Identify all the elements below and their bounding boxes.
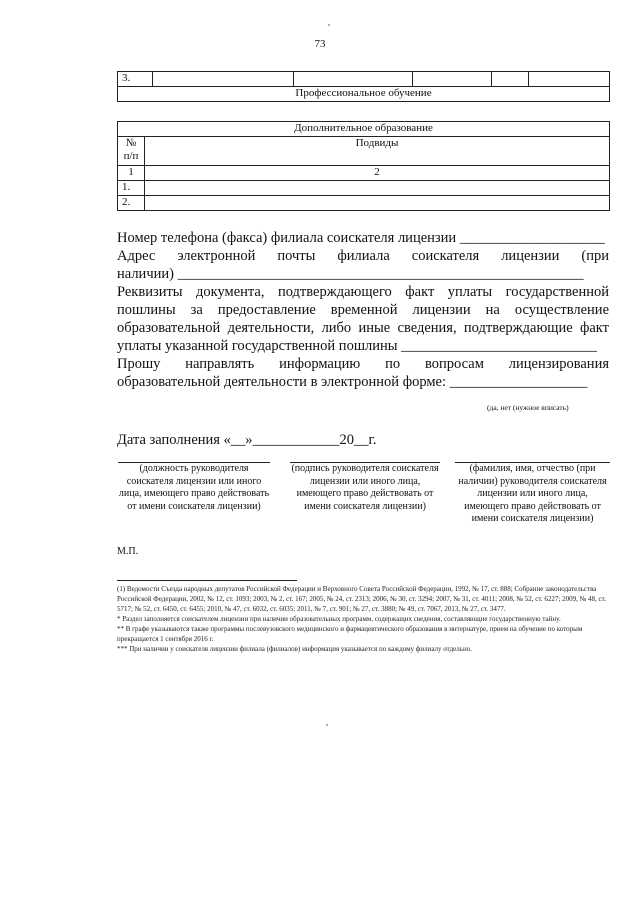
page-number: 73 (314, 38, 326, 50)
email-line: Адрес электронной почты филиала соискателя лицензии (при (117, 248, 609, 264)
column-header-subtypes: Подвиды (145, 137, 610, 166)
row-number: 3. (118, 72, 153, 87)
column-index: 1 (118, 166, 145, 181)
footnotes (117, 584, 610, 654)
phone-line: Номер телефона (факса) филиала соискателя лицензии ____________________ (117, 230, 605, 246)
table-cell (294, 72, 413, 87)
footnote-divider (117, 580, 297, 581)
professional-training-table (117, 71, 610, 102)
request-line: Прошу направлять информацию по вопросам лицензирования (117, 356, 609, 372)
table-row (118, 72, 610, 87)
signature-caption: (подпись руководителя соискателя лицензии или иного лица, имеющего право действовать от имени соискателя лицензии) (291, 463, 439, 512)
table-cell (529, 72, 610, 87)
signature-block-sign (290, 462, 440, 513)
yes-no-hint: (да, нет (нужное вписать) (487, 403, 569, 412)
table-cell (413, 72, 492, 87)
table-row (118, 122, 610, 137)
email-line-continued: наличии) ________________________________________________________ (117, 266, 584, 282)
signature-caption: (фамилия, имя, отчество (при наличии) руководителя соискателя лицензии или иного лица, имеющего право действовать от имени соискателя лицензии) (458, 463, 607, 524)
footnote: *** При наличии у соискателя лицензии филиала (филиалов) информация указывается по каждому филиалу отдельно. (117, 645, 472, 653)
request-line-continued: образовательной деятельности в электронной форме: ___________________ (117, 374, 588, 390)
table-row (118, 166, 610, 181)
footnote: * Раздел заполняется соискателем лицензии при наличии образовательных программ, содержащих сведения, составляющие государственную тайну. (117, 615, 561, 623)
signature-caption: (должность руководителя соискателя лицензии или иного лица, имеющего право действовать от имени соискателя лицензии) (118, 463, 270, 512)
date-line: Дата заполнения «__»____________20__г. (117, 432, 377, 448)
signature-block-position (118, 462, 270, 513)
table-cell (492, 72, 529, 87)
requisites-line: Реквизиты документа, подтверждающего факт уплаты государственной (117, 284, 609, 300)
footnote: ** В графе указываются также программы послевузовского медицинского и фармацевтического образования в интернатуре, прием на обучение по которым прекращается 1 сентября 2016 г. (117, 625, 583, 643)
section-title: Профессиональное обучение (118, 87, 610, 102)
table-header-row (118, 137, 610, 166)
table-cell (145, 181, 610, 196)
scan-speck (328, 24, 330, 26)
requisites-line: уплаты указанной государственной пошлины ___________________________ (117, 338, 597, 354)
requisites-line: образовательной деятельности, либо иные сведения, подтверждающие факт (117, 320, 609, 336)
signature-block-name (455, 462, 610, 526)
footnote: (1) Ведомости Съезда народных депутатов Российской Федерации и Верховного Совета Российской Федерации, 1992, № 17, ст. 888; Собрание законодательства Российской Федерации, 2002, № 12, ст. 1093; 2003, № 2, ст. 167; 2005, № 24, ст. 2313; 2006, № 30, ст. 3294; 2007, № 31, ст. 4011; 2008, № 52, ст. 6227; 2009, № 48, ст. 5717; № 52, ст. 6450, ст. 6455; 2010, № 47, ст. 6032, ст. 6035; 2011, № 7, ст. 901; № 27, ст. 3880; № 49, ст. 7067, 2013, № 27, ст. 3477. (117, 585, 606, 613)
table-cell (153, 72, 294, 87)
table-row (118, 196, 610, 211)
column-index: 2 (145, 166, 610, 181)
scan-speck (326, 724, 328, 726)
stamp-label: М.П. (117, 546, 139, 557)
table-cell (145, 196, 610, 211)
row-number: 1. (118, 181, 145, 196)
table-row (118, 181, 610, 196)
table-row (118, 87, 610, 102)
form-body (117, 229, 609, 391)
additional-education-table (117, 121, 610, 211)
section-title: Дополнительное образование (118, 122, 610, 137)
row-number: 2. (118, 196, 145, 211)
column-header-number: № п/п (118, 137, 145, 166)
requisites-line: пошлины за предоставление временной лицензии на осуществление (117, 302, 609, 318)
